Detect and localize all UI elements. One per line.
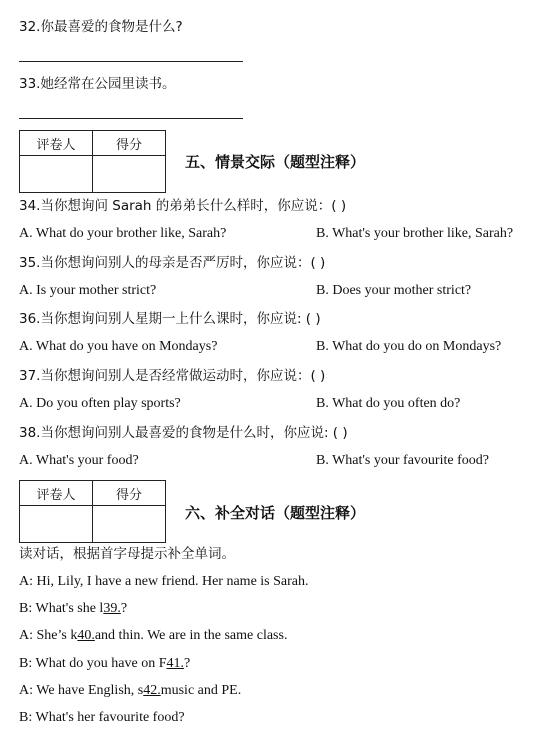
score-table-2 <box>19 480 166 543</box>
dialogue-line-5-text: A: We have English, s <box>19 683 144 698</box>
blank-42: 42. <box>143 683 161 698</box>
blank-40: 40. <box>77 628 95 643</box>
dialogue-line-3-end: and thin. We are in the same class. <box>94 628 288 643</box>
answer-line-33 <box>19 118 243 119</box>
answer-line-32 <box>19 61 243 62</box>
question-35: 35.当你想询问别人的母亲是否严厉时，你应说：( ) <box>19 255 326 271</box>
dialogue-line-5 <box>19 682 241 700</box>
question-33: 33.她经常在公园里读书。 <box>19 76 176 92</box>
question-36-option-b: B. What do you do on Mondays? <box>316 339 502 354</box>
question-35-option-a: A. Is your mother strict? <box>19 283 157 298</box>
score-table-2-score-cell <box>93 506 166 543</box>
section-6-instruction: 读对话，根据首字母提示补全单词。 <box>19 546 235 562</box>
question-37-option-a: A. Do you often play sports? <box>19 396 181 411</box>
score-table-2-score-header: 得分 <box>93 481 166 506</box>
question-37-option-b: B. What do you often do? <box>316 396 461 411</box>
score-table-1-reviewer-cell <box>20 156 93 193</box>
question-37: 37.当你想询问别人是否经常做运动时，你应说：( ) <box>19 368 326 384</box>
score-table-1-reviewer-header: 评卷人 <box>20 131 93 156</box>
dialogue-line-6: B: What's her favourite food? <box>19 710 185 725</box>
dialogue-line-3-text: A: She’s k <box>19 628 78 643</box>
question-36: 36.当你想询问别人星期一上什么课时，你应说: ( ) <box>19 311 321 327</box>
blank-41: 41. <box>166 656 185 671</box>
score-table-1-score-header: 得分 <box>93 131 166 156</box>
dialogue-line-4 <box>19 655 190 673</box>
question-32: 32.你最喜爱的食物是什么? <box>19 19 183 35</box>
section-6-title: 六、补全对话（题型注释） <box>185 504 366 522</box>
score-table-2-reviewer-cell <box>20 506 93 543</box>
question-34-option-b: B. What's your brother like, Sarah? <box>316 226 514 241</box>
dialogue-line-5-end: music and PE. <box>160 683 242 698</box>
dialogue-line-1: A: Hi, Lily, I have a new friend. Her name is Sarah. <box>19 574 309 589</box>
score-table-2-reviewer-header: 评卷人 <box>20 481 93 506</box>
question-35-option-b: B. Does your mother strict? <box>316 283 472 298</box>
score-table-1-score-cell <box>93 156 166 193</box>
question-38: 38.当你想询问别人最喜爱的食物是什么时，你应说: ( ) <box>19 425 348 441</box>
dialogue-line-2-end: ? <box>120 601 128 616</box>
question-34: 34.当你想询问 Sarah 的弟弟长什么样时，你应说：( ) <box>19 198 347 214</box>
score-table-1 <box>19 130 166 193</box>
question-38-option-b: B. What's your favourite food? <box>316 453 489 468</box>
dialogue-line-2 <box>19 600 127 618</box>
dialogue-line-4-text: B: What do you have on F <box>19 656 167 671</box>
blank-39: 39. <box>103 601 121 616</box>
dialogue-line-3 <box>19 627 287 645</box>
question-34-option-a: A. What do your brother like, Sarah? <box>19 226 227 241</box>
question-38-option-a: A. What's your food? <box>19 453 139 468</box>
question-36-option-a: A. What do you have on Mondays? <box>19 339 218 354</box>
dialogue-line-4-end: ? <box>184 656 191 671</box>
section-5-title: 五、情景交际（题型注释） <box>185 153 366 171</box>
dialogue-line-2-text: B: What's she l <box>19 601 104 616</box>
